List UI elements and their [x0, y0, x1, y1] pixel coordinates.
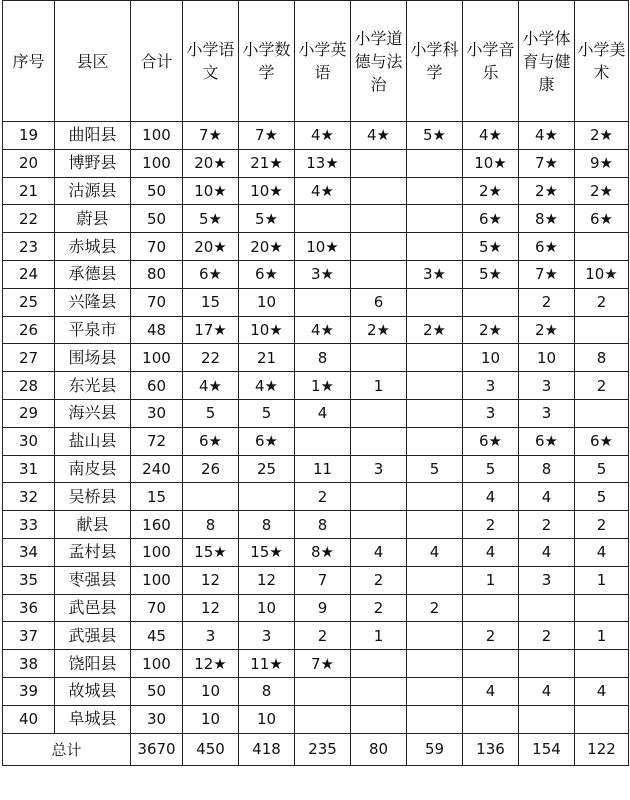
quota-cell: 4 [519, 677, 575, 705]
quota-cell: 12 [183, 566, 239, 594]
quota-cell: 6★ [519, 427, 575, 455]
quota-cell: 3 [463, 399, 519, 427]
column-header: 小学道德与法治 [351, 1, 407, 122]
row-total: 240 [131, 455, 183, 483]
table-body [3, 122, 629, 734]
quota-cell: 5★ [463, 233, 519, 261]
column-header: 县区 [55, 1, 131, 122]
quota-cell: 21★ [239, 149, 295, 177]
table-row [3, 260, 629, 288]
quota-cell: 4 [463, 538, 519, 566]
county-name: 围场县 [55, 344, 131, 372]
table-footer [3, 733, 629, 765]
table-row [3, 483, 629, 511]
column-header: 序号 [3, 1, 55, 122]
quota-cell: 4 [463, 677, 519, 705]
quota-cell: 2 [575, 372, 629, 400]
county-name: 海兴县 [55, 399, 131, 427]
quota-cell [575, 233, 629, 261]
row-number: 20 [3, 149, 55, 177]
quota-cell: 15 [183, 288, 239, 316]
quota-cell [407, 650, 463, 678]
quota-cell: 10★ [463, 149, 519, 177]
table-row [3, 316, 629, 344]
county-name: 东光县 [55, 372, 131, 400]
quota-cell [407, 372, 463, 400]
quota-cell: 10 [239, 594, 295, 622]
total-value: 59 [407, 733, 463, 765]
column-header: 小学体育与健康 [519, 1, 575, 122]
quota-cell: 7★ [239, 122, 295, 150]
row-total: 30 [131, 399, 183, 427]
quota-cell [575, 316, 629, 344]
quota-cell: 26 [183, 455, 239, 483]
county-name: 蔚县 [55, 205, 131, 233]
header-row [3, 1, 629, 122]
quota-cell [351, 483, 407, 511]
quota-cell [239, 483, 295, 511]
quota-cell: 21 [239, 344, 295, 372]
quota-cell [407, 344, 463, 372]
county-name: 赤城县 [55, 233, 131, 261]
row-number: 27 [3, 344, 55, 372]
table-row [3, 594, 629, 622]
row-number: 28 [3, 372, 55, 400]
row-total: 45 [131, 622, 183, 650]
total-value: 154 [519, 733, 575, 765]
quota-cell: 2★ [407, 316, 463, 344]
row-total: 50 [131, 677, 183, 705]
quota-cell [351, 233, 407, 261]
quota-cell: 12 [183, 594, 239, 622]
quota-cell: 20★ [183, 149, 239, 177]
quota-cell: 10 [239, 705, 295, 733]
quota-cell: 1 [463, 566, 519, 594]
quota-cell [575, 650, 629, 678]
table-row [3, 372, 629, 400]
quota-cell: 8 [519, 455, 575, 483]
quota-cell: 2★ [575, 177, 629, 205]
row-number: 26 [3, 316, 55, 344]
quota-cell: 10★ [295, 233, 351, 261]
quota-cell: 5★ [407, 122, 463, 150]
row-number: 23 [3, 233, 55, 261]
county-name: 南皮县 [55, 455, 131, 483]
quota-cell [407, 622, 463, 650]
quota-cell: 3 [239, 622, 295, 650]
quota-cell [351, 205, 407, 233]
table-row [3, 288, 629, 316]
quota-cell: 2 [351, 594, 407, 622]
quota-cell [519, 594, 575, 622]
quota-cell [575, 594, 629, 622]
quota-cell: 2 [519, 288, 575, 316]
quota-cell: 4★ [295, 122, 351, 150]
quota-cell [463, 288, 519, 316]
quota-cell: 20★ [239, 233, 295, 261]
quota-cell: 8 [295, 511, 351, 539]
row-total: 70 [131, 288, 183, 316]
quota-cell [351, 705, 407, 733]
row-number: 24 [3, 260, 55, 288]
quota-cell: 7★ [183, 122, 239, 150]
row-number: 21 [3, 177, 55, 205]
quota-cell [183, 483, 239, 511]
quota-cell: 15★ [183, 538, 239, 566]
county-name: 盐山县 [55, 427, 131, 455]
quota-cell: 7★ [519, 149, 575, 177]
total-value: 3670 [131, 733, 183, 765]
quota-cell: 10★ [183, 177, 239, 205]
table-row [3, 427, 629, 455]
quota-cell: 3 [519, 372, 575, 400]
quota-cell [575, 705, 629, 733]
quota-cell: 11 [295, 455, 351, 483]
quota-cell: 1 [351, 622, 407, 650]
table-row [3, 205, 629, 233]
quota-cell [463, 594, 519, 622]
quota-cell: 4★ [295, 177, 351, 205]
row-number: 38 [3, 650, 55, 678]
quota-cell: 4 [463, 483, 519, 511]
quota-cell: 2 [407, 594, 463, 622]
quota-cell: 4★ [351, 122, 407, 150]
row-number: 40 [3, 705, 55, 733]
county-name: 枣强县 [55, 566, 131, 594]
quota-cell: 9★ [575, 149, 629, 177]
quota-cell: 3★ [295, 260, 351, 288]
row-number: 35 [3, 566, 55, 594]
total-value: 450 [183, 733, 239, 765]
quota-cell: 7 [295, 566, 351, 594]
column-header: 小学数学 [239, 1, 295, 122]
row-total: 50 [131, 205, 183, 233]
quota-cell: 8 [239, 511, 295, 539]
quota-cell [351, 511, 407, 539]
quota-cell: 2★ [463, 316, 519, 344]
row-number: 19 [3, 122, 55, 150]
row-total: 100 [131, 566, 183, 594]
quota-cell: 3★ [407, 260, 463, 288]
quota-cell: 5★ [463, 260, 519, 288]
row-total: 100 [131, 149, 183, 177]
row-number: 32 [3, 483, 55, 511]
quota-cell [351, 344, 407, 372]
table-header [3, 1, 629, 122]
total-value: 80 [351, 733, 407, 765]
table-row [3, 538, 629, 566]
quota-cell [407, 205, 463, 233]
row-number: 31 [3, 455, 55, 483]
total-value: 235 [295, 733, 351, 765]
column-header: 小学英语 [295, 1, 351, 122]
quota-cell: 8 [239, 677, 295, 705]
table-row [3, 677, 629, 705]
county-name: 孟村县 [55, 538, 131, 566]
table-row [3, 233, 629, 261]
quota-cell: 5 [463, 455, 519, 483]
quota-cell [575, 399, 629, 427]
county-name: 武强县 [55, 622, 131, 650]
quota-cell: 6★ [239, 427, 295, 455]
quota-cell: 8★ [519, 205, 575, 233]
row-total: 160 [131, 511, 183, 539]
quota-cell: 5 [239, 399, 295, 427]
quota-cell: 10★ [239, 177, 295, 205]
quota-cell: 10 [463, 344, 519, 372]
quota-cell: 3 [183, 622, 239, 650]
quota-cell: 6★ [519, 233, 575, 261]
quota-cell [351, 677, 407, 705]
quota-cell [519, 650, 575, 678]
quota-cell: 4★ [183, 372, 239, 400]
quota-cell: 4 [295, 399, 351, 427]
county-name: 饶阳县 [55, 650, 131, 678]
county-name: 吴桥县 [55, 483, 131, 511]
quota-cell [407, 177, 463, 205]
row-total: 80 [131, 260, 183, 288]
quota-cell: 4 [519, 483, 575, 511]
quota-cell: 2 [575, 511, 629, 539]
quota-cell: 8 [183, 511, 239, 539]
quota-cell [407, 427, 463, 455]
row-number: 33 [3, 511, 55, 539]
row-total: 70 [131, 233, 183, 261]
quota-cell: 5 [407, 455, 463, 483]
quota-cell: 10★ [239, 316, 295, 344]
quota-cell: 2 [519, 622, 575, 650]
quota-cell: 12★ [183, 650, 239, 678]
row-number: 36 [3, 594, 55, 622]
row-number: 25 [3, 288, 55, 316]
total-value: 122 [575, 733, 629, 765]
quota-cell: 8★ [295, 538, 351, 566]
quota-cell [295, 677, 351, 705]
table-row [3, 705, 629, 733]
quota-cell: 4★ [295, 316, 351, 344]
quota-cell: 10 [239, 288, 295, 316]
quota-cell [407, 511, 463, 539]
quota-cell [295, 288, 351, 316]
quota-cell: 5 [575, 455, 629, 483]
table-row [3, 622, 629, 650]
quota-cell: 2★ [463, 177, 519, 205]
teacher-quota-table [2, 0, 629, 766]
quota-cell: 4 [575, 538, 629, 566]
column-header: 小学语文 [183, 1, 239, 122]
table-row [3, 650, 629, 678]
quota-cell: 6★ [183, 260, 239, 288]
table-row [3, 455, 629, 483]
quota-cell: 15★ [239, 538, 295, 566]
quota-cell: 22 [183, 344, 239, 372]
row-number: 22 [3, 205, 55, 233]
quota-cell: 2 [295, 622, 351, 650]
county-name: 故城县 [55, 677, 131, 705]
quota-cell: 6★ [575, 427, 629, 455]
row-total: 60 [131, 372, 183, 400]
quota-cell: 2★ [575, 122, 629, 150]
quota-cell [463, 650, 519, 678]
quota-cell [519, 705, 575, 733]
quota-cell [407, 399, 463, 427]
table-row [3, 149, 629, 177]
quota-cell: 2 [463, 511, 519, 539]
column-header: 合计 [131, 1, 183, 122]
quota-cell [407, 288, 463, 316]
quota-cell: 3 [519, 566, 575, 594]
table-row [3, 177, 629, 205]
county-name: 武邑县 [55, 594, 131, 622]
county-name: 兴隆县 [55, 288, 131, 316]
quota-cell: 4★ [519, 122, 575, 150]
quota-cell [407, 483, 463, 511]
table-row [3, 511, 629, 539]
quota-cell [407, 233, 463, 261]
quota-cell: 4★ [463, 122, 519, 150]
quota-cell: 4 [519, 538, 575, 566]
quota-cell [351, 427, 407, 455]
quota-cell: 13★ [295, 149, 351, 177]
row-total: 72 [131, 427, 183, 455]
quota-cell: 5 [575, 483, 629, 511]
county-name: 沽源县 [55, 177, 131, 205]
quota-cell: 5 [183, 399, 239, 427]
quota-cell: 2★ [519, 316, 575, 344]
quota-cell [463, 705, 519, 733]
quota-cell [407, 149, 463, 177]
quota-cell: 5★ [183, 205, 239, 233]
quota-cell: 2 [463, 622, 519, 650]
row-number: 39 [3, 677, 55, 705]
quota-cell: 1 [575, 622, 629, 650]
quota-cell: 10 [519, 344, 575, 372]
quota-cell: 10 [183, 705, 239, 733]
quota-cell [407, 566, 463, 594]
row-total: 48 [131, 316, 183, 344]
row-total: 30 [131, 705, 183, 733]
quota-cell: 5★ [239, 205, 295, 233]
column-header: 小学科学 [407, 1, 463, 122]
quota-cell: 2 [575, 288, 629, 316]
quota-cell: 9 [295, 594, 351, 622]
quota-cell: 25 [239, 455, 295, 483]
quota-cell: 10 [183, 677, 239, 705]
quota-cell [295, 705, 351, 733]
row-number: 34 [3, 538, 55, 566]
table-row [3, 399, 629, 427]
quota-cell: 8 [575, 344, 629, 372]
quota-cell: 3 [463, 372, 519, 400]
table-row [3, 122, 629, 150]
table-row [3, 566, 629, 594]
column-header: 小学音乐 [463, 1, 519, 122]
county-name: 博野县 [55, 149, 131, 177]
row-total: 100 [131, 538, 183, 566]
quota-cell: 4 [407, 538, 463, 566]
quota-cell: 7★ [519, 260, 575, 288]
quota-cell: 1 [351, 372, 407, 400]
row-number: 37 [3, 622, 55, 650]
quota-cell: 3 [519, 399, 575, 427]
quota-cell: 6★ [463, 427, 519, 455]
table-row [3, 344, 629, 372]
quota-cell [351, 399, 407, 427]
quota-cell: 6 [351, 288, 407, 316]
total-row [3, 733, 629, 765]
quota-cell: 17★ [183, 316, 239, 344]
quota-cell: 2 [295, 483, 351, 511]
quota-cell: 12 [239, 566, 295, 594]
quota-cell: 4 [575, 677, 629, 705]
row-number: 30 [3, 427, 55, 455]
quota-cell [351, 650, 407, 678]
quota-cell: 10★ [575, 260, 629, 288]
quota-cell: 4 [351, 538, 407, 566]
quota-cell [295, 427, 351, 455]
quota-cell: 6★ [239, 260, 295, 288]
quota-cell [351, 149, 407, 177]
quota-cell: 2 [519, 511, 575, 539]
county-name: 阜城县 [55, 705, 131, 733]
county-name: 平泉市 [55, 316, 131, 344]
total-label: 总计 [3, 733, 131, 765]
row-total: 100 [131, 650, 183, 678]
quota-cell: 2★ [519, 177, 575, 205]
quota-cell: 2★ [351, 316, 407, 344]
column-header: 小学美术 [575, 1, 629, 122]
quota-cell: 11★ [239, 650, 295, 678]
quota-cell: 1 [575, 566, 629, 594]
quota-cell: 2 [351, 566, 407, 594]
county-name: 曲阳县 [55, 122, 131, 150]
quota-cell: 1★ [295, 372, 351, 400]
row-total: 15 [131, 483, 183, 511]
quota-cell [407, 705, 463, 733]
quota-cell [407, 677, 463, 705]
quota-cell: 8 [295, 344, 351, 372]
row-total: 50 [131, 177, 183, 205]
total-value: 418 [239, 733, 295, 765]
total-value: 136 [463, 733, 519, 765]
row-total: 100 [131, 122, 183, 150]
quota-cell: 6★ [575, 205, 629, 233]
quota-cell: 20★ [183, 233, 239, 261]
row-total: 100 [131, 344, 183, 372]
quota-cell [351, 260, 407, 288]
row-number: 29 [3, 399, 55, 427]
quota-cell: 6★ [463, 205, 519, 233]
county-name: 承德县 [55, 260, 131, 288]
quota-cell [351, 177, 407, 205]
quota-cell: 3 [351, 455, 407, 483]
quota-cell: 6★ [183, 427, 239, 455]
county-name: 献县 [55, 511, 131, 539]
quota-cell: 7★ [295, 650, 351, 678]
quota-cell: 4★ [239, 372, 295, 400]
row-total: 70 [131, 594, 183, 622]
quota-cell [295, 205, 351, 233]
